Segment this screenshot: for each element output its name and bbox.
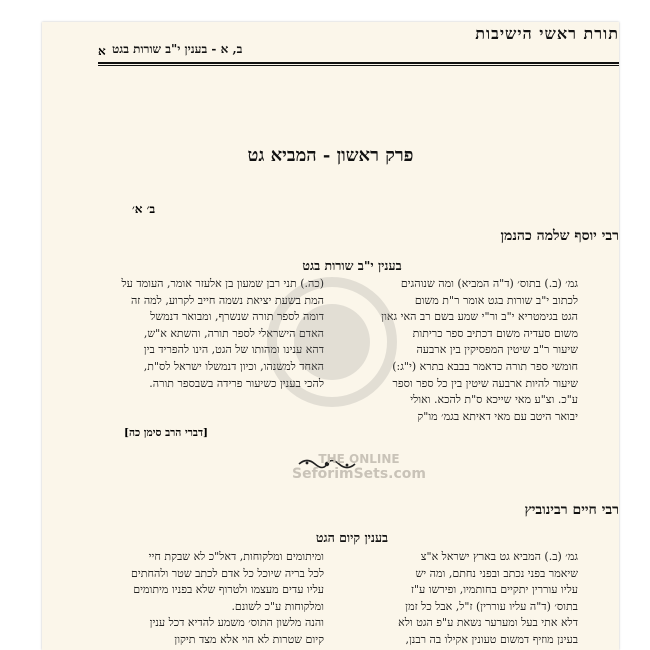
text-line: חומשי ספר תורה כדאמר בבבא בתרא (י"ג:) bbox=[392, 359, 578, 373]
book-page bbox=[42, 22, 619, 650]
text-line: בעינן מוזיף דמשום טעונין אקילו בה רבנן, bbox=[405, 632, 578, 646]
text-line: הגט בגימטריא י"ב ור"י שמע בשם רב האי גאון bbox=[381, 310, 578, 324]
text-line: דלא אתי בעל ומערער נשאת ע"פ הגט ולא bbox=[398, 616, 578, 630]
page-number: א bbox=[98, 44, 106, 58]
watermark-text bbox=[292, 452, 426, 482]
header-rule-thin bbox=[98, 65, 619, 66]
section2-author: רבי חיים רבינוביץ bbox=[524, 502, 619, 518]
text-line: שיעור להיות ארבעה שיטין בין כל ספר וספר bbox=[392, 376, 578, 390]
text-line: להכי בענין כשיעור פרידה בשבספר תורה. bbox=[149, 376, 324, 390]
text-line: שיעור ר"ב שיטין המפסיקין בין ארבעה bbox=[416, 343, 578, 357]
text-line: גמ׳ (ב.) בתוס׳ (ד"ה המביא) ומה שנוהגים bbox=[400, 277, 578, 290]
text-line: עליו עדים מעצמו ולטרוף שלא בפניו מיתומים bbox=[133, 583, 324, 597]
text-line: יבואר היטב עם מאי דאיתא בגמ׳ מו"ק bbox=[417, 409, 578, 423]
text-line: משום סעדיה משום דכתיב ספר כריתות bbox=[412, 326, 578, 340]
header-rule bbox=[98, 62, 619, 64]
text-line: דהא ענינו ומהותו של הגט, הינו להפריד בין bbox=[143, 343, 324, 357]
text-line: ע"כ. וצ"ע מאי שייכא ס"ת להכא. ואולי bbox=[410, 393, 578, 407]
text-line: קיום שטרות לא הוי אלא מצד תיקון bbox=[174, 632, 324, 646]
source-citation: [דברי הרב סימן כה] bbox=[124, 427, 208, 439]
section1-author: רבי יוסף שלמה כהנמן bbox=[500, 228, 619, 244]
section2-right-column bbox=[352, 549, 578, 649]
chapter-title: פרק ראשון - המביא גט bbox=[247, 145, 414, 166]
text-line: דומה לספר תורה שנשרף, ומבואר דנמשל bbox=[150, 310, 324, 324]
text-line: לכל בריה שיוכל כל אדם לכתב שטר ולהחתים bbox=[131, 566, 324, 580]
text-line: לכתוב י"ב שורות בגט אומר ר"ת משום bbox=[414, 293, 578, 307]
text-line: המת בשעת יציאת נשמה חייב לקרוע, למה זה bbox=[130, 293, 324, 307]
section2-topic: בענין קיום הגט bbox=[315, 530, 389, 545]
page-header bbox=[42, 22, 619, 62]
watermark-line1: THE ONLINE bbox=[318, 452, 400, 466]
text-line: (כה.) תני רבן שמעון בן אלעזר אומר, העומד על bbox=[121, 277, 324, 290]
section2-left-column bbox=[98, 549, 324, 649]
book-title: תורת ראשי הישיבות bbox=[475, 24, 619, 43]
watermark-emblem bbox=[257, 267, 407, 417]
text-line: ומלקוחות ע"כ לשונם. bbox=[231, 599, 324, 613]
text-line: שיאמר בפני נכתב ובפני נחתם, ומה יש bbox=[415, 566, 578, 580]
running-head: ב, א - בענין י"ב שורות בגט bbox=[112, 42, 243, 56]
text-line: והנה מלשון התוס׳ משמע להדיא דכל ענין bbox=[149, 616, 324, 630]
text-line: האחד למשנהו, וכיון דנמשלו ישראל לס"ת, bbox=[143, 359, 324, 373]
watermark-line2: SeforimSets.com bbox=[292, 466, 427, 482]
text-line: עליו עוררין יתקיים בחותמיו, ופירשו ע"ז bbox=[410, 583, 578, 597]
section-mark: ב׳ א׳ bbox=[132, 202, 156, 216]
section1-topic: בענין י"ב שורות בגט bbox=[302, 258, 402, 273]
text-line: גמ׳ (ב.) המביא גט בארץ ישראל א"צ bbox=[420, 550, 578, 563]
text-line: ומיתומים ומלקוחות, דאל"כ לא שבקת חיי bbox=[148, 550, 324, 563]
text-line: האדם הישראלי לספר תורה, והשתא א"ש, bbox=[143, 326, 324, 340]
text-line: בתוס׳ (ד"ה עליו עוררין) ז"ל, אבל כל זמן bbox=[405, 599, 578, 613]
